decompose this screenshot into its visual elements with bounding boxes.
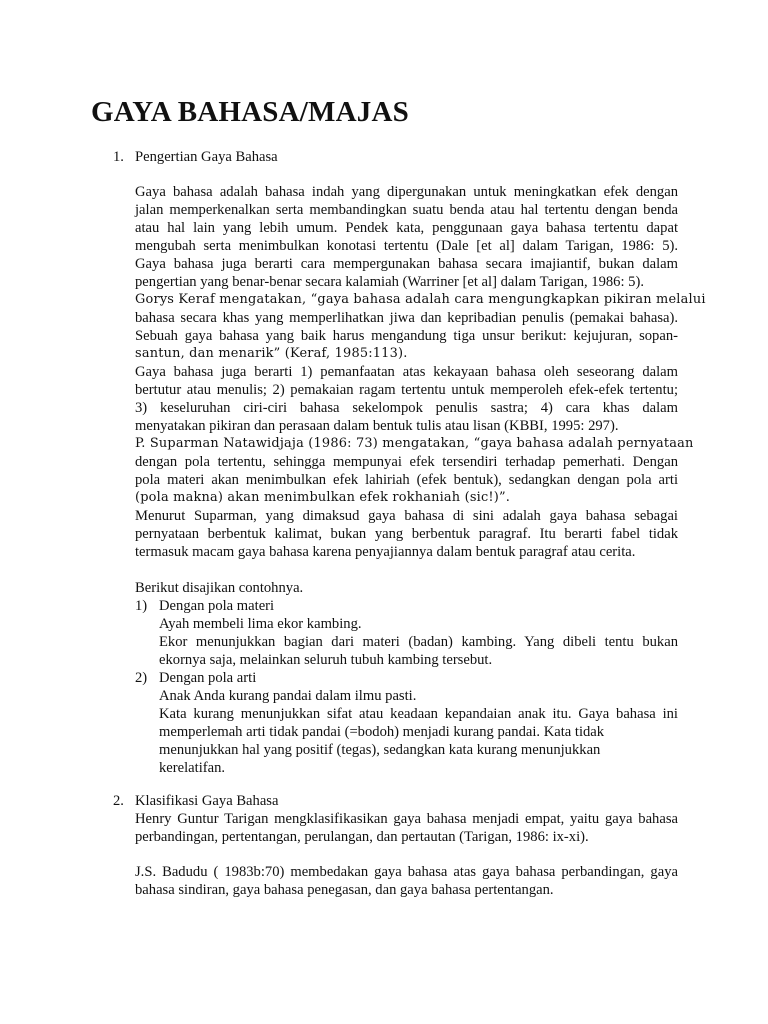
paragraph-line: Gaya bahasa juga berarti cara mempergunakan bahasa secara imajiantif, bukan dalam bbox=[135, 256, 678, 272]
example-number: 2) bbox=[135, 670, 148, 686]
paragraph-line: Henry Guntur Tarigan mengklasifikasikan gaya bahasa menjadi empat, yaitu gaya bahasa bbox=[135, 811, 678, 827]
example-sentence: Anak Anda kurang pandai dalam ilmu pasti. bbox=[159, 688, 417, 704]
paragraph-line: dengan pola tertentu, sehingga mempunyai efek tersendiri terhadap pemerhati. Dengan bbox=[135, 454, 678, 470]
paragraph-line: Sebuah gaya bahasa yang baik harus mengandung tiga unsur berikut: kejujuran, sopan- bbox=[135, 328, 678, 344]
paragraph-line: P. Suparman Natawidjaja (1986: 73) mengatakan, “gaya bahasa adalah pernyataan bbox=[135, 436, 694, 451]
example-heading: Dengan pola materi bbox=[159, 598, 275, 614]
paragraph-line: J.S. Badudu ( 1983b:70) membedakan gaya bahasa atas gaya bahasa perbandingan, gaya bbox=[135, 864, 678, 880]
paragraph-line: pernyataan berbentuk kalimat, bukan yang berbentuk paragraf. Itu berarti fabel tidak bbox=[135, 526, 678, 542]
paragraph-line: perbandingan, pertentangan, perulangan, dan pertautan (Tarigan, 1986: ix-xi). bbox=[135, 829, 589, 845]
paragraph-line: pengertian yang benar-benar secara kalamiah (Warriner [et al] dalam Tarigan, 1986: 5). bbox=[135, 274, 644, 290]
paragraph-line: mengubah serta menimbulkan konotasi tertentu (Dale [et al] dalam Tarigan, 1986: 5). bbox=[135, 238, 678, 254]
paragraph-line: menyatakan pikiran dan perasaan dalam bentuk tulis atau lisan (KBBI, 1995: 297). bbox=[135, 418, 619, 434]
example-line: kerelatifan. bbox=[159, 760, 226, 776]
paragraph-line: Gorys Keraf mengatakan, “gaya bahasa adalah cara mengungkapkan pikiran melalui bbox=[135, 292, 706, 307]
paragraph-line: atau hal lain yang lebih umum. Pendek kata, penggunaan gaya bahasa tertentu dapat bbox=[135, 220, 678, 236]
paragraph-line: bertutur atau menulis; 2) pemakaian ragam tertentu untuk memperoleh efek-efek tertentu; bbox=[135, 382, 678, 398]
example-heading: Dengan pola arti bbox=[159, 670, 257, 686]
section-2-number: 2. bbox=[113, 793, 124, 809]
paragraph-line: (pola makna) akan menimbulkan efek rokhaniah (sic!)”. bbox=[135, 490, 511, 505]
paragraph-line: Menurut Suparman, yang dimaksud gaya bahasa di sini adalah gaya bahasa sebagai bbox=[135, 508, 678, 524]
paragraph-line: bahasa secara khas yang memperlihatkan jiwa dan kepribadian penulis (pemakai bahasa). bbox=[135, 310, 678, 326]
example-number: 1) bbox=[135, 598, 148, 614]
paragraph-line: termasuk macam gaya bahasa karena penyajiannya dalam bentuk paragraf atau cerita. bbox=[135, 544, 636, 560]
examples-intro: Berikut disajikan contohnya. bbox=[135, 580, 304, 596]
paragraph-line: jalan memperkenalkan serta membandingkan suatu benda atau hal tertentu dengan benda bbox=[135, 202, 678, 218]
example-line: Kata kurang menunjukkan sifat atau keadaan kepandaian anak itu. Gaya bahasa ini bbox=[159, 706, 678, 722]
example-line: Ekor menunjukkan bagian dari materi (badan) kambing. Yang dibeli tentu bukan bbox=[159, 634, 678, 650]
paragraph-line: santun, dan menarik” (Keraf, 1985:113). bbox=[135, 346, 408, 361]
paragraph-line: bahasa sindiran, gaya bahasa penegasan, dan gaya bahasa pertentangan. bbox=[135, 882, 554, 898]
paragraph-line: Gaya bahasa adalah bahasa indah yang dipergunakan untuk meningkatkan efek dengan bbox=[135, 184, 678, 200]
example-line: menunjukkan hal yang positif (tegas), sedangkan kata kurang menunjukkan bbox=[159, 742, 601, 758]
document-title: GAYA BAHASA/MAJAS bbox=[91, 96, 409, 128]
example-line: ekornya saja, melainkan seluruh tubuh kambing tersebut. bbox=[159, 652, 493, 668]
section-1-number: 1. bbox=[113, 149, 124, 165]
paragraph-line: 3) keseluruhan ciri-ciri bahasa sekelompok penulis sastra; 4) cara khas dalam bbox=[135, 400, 678, 416]
section-2-heading: Klasifikasi Gaya Bahasa bbox=[135, 793, 279, 809]
section-1-heading: Pengertian Gaya Bahasa bbox=[135, 149, 278, 165]
example-sentence: Ayah membeli lima ekor kambing. bbox=[159, 616, 362, 632]
paragraph-line: Gaya bahasa juga berarti 1) pemanfaatan atas kekayaan bahasa oleh seseorang dalam bbox=[135, 364, 678, 380]
example-line: memperlemah arti tidak pandai (=bodoh) menjadi kurang pandai. Kata tidak bbox=[159, 724, 605, 740]
paragraph-line: pola materi akan menimbulkan efek lahiriah (efek bentuk), sedangkan dengan pola arti bbox=[135, 472, 678, 488]
